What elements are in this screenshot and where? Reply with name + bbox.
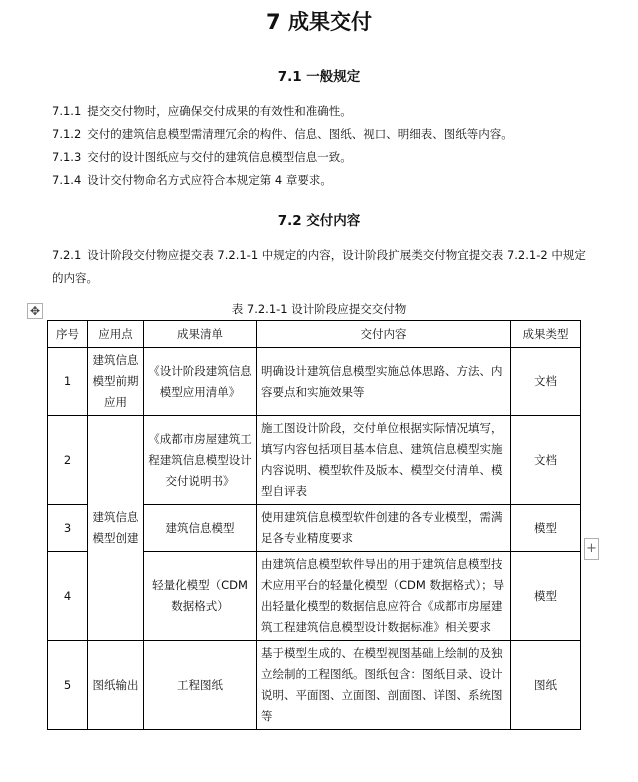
clause-7-1-2 <box>52 123 592 146</box>
deliverable-content: 使用建筑信息模型软件创建的各专业模型，需满足各专业精度要求 <box>257 505 511 552</box>
add-column-plus-icon[interactable]: + <box>584 538 599 560</box>
clause-7-1-4 <box>52 169 592 192</box>
deliverable-content: 施工图设计阶段，交付单位根据实际情况填写，填写内容包括项目基本信息、建筑信息模型实施内容说明、模型软件及版本、模型交付清单、模型自评表 <box>257 416 511 505</box>
table-row <box>48 641 581 730</box>
deliverable-name: 《成都市房屋建筑工程建筑信息模型设计交付说明书》 <box>144 416 257 505</box>
clause-number: 7.1.4 <box>52 173 82 187</box>
header-cell: 成果类型 <box>511 321 581 348</box>
clause-text: 设计阶段交付物应提交表 7.2.1-1 中规定的内容，设计阶段扩展类交付物宜提交表 7.2.1-2 中规定的内容。 <box>52 248 586 285</box>
header-cell: 序号 <box>48 321 88 348</box>
clause-7-1-3 <box>52 146 592 169</box>
header-cell: 应用点 <box>88 321 144 348</box>
table-move-handle-icon[interactable]: ✥ <box>27 303 43 319</box>
deliverable-type: 文档 <box>511 348 581 416</box>
application-point: 建筑信息模型前期应用 <box>88 348 144 416</box>
header-cell: 交付内容 <box>257 321 511 348</box>
clause-number: 7.2.1 <box>52 248 82 262</box>
clause-number: 7.1.1 <box>52 104 82 118</box>
clause-7-1-1 <box>52 100 592 123</box>
deliverable-type: 图纸 <box>511 641 581 730</box>
deliverable-type: 文档 <box>511 416 581 505</box>
deliverables-table <box>47 320 581 730</box>
header-cell: 成果清单 <box>144 321 257 348</box>
clause-number: 7.1.3 <box>52 150 82 164</box>
table-caption: 表 7.2.1-1 设计阶段应提交交付物 <box>231 302 407 316</box>
deliverable-content: 基于模型生成的、在模型视图基础上绘制的及独立绘制的工程图纸。图纸包含：图纸目录、设计说明、平面图、立面图、剖面图、详图、系统图等 <box>257 641 511 730</box>
clause-text: 提交交付物时，应确保交付成果的有效性和准确性。 <box>87 104 352 118</box>
deliverable-name: 轻量化模型（CDM 数据格式） <box>144 552 257 641</box>
deliverable-content: 明确设计建筑信息模型实施总体思路、方法、内容要点和实施效果等 <box>257 348 511 416</box>
row-number: 5 <box>48 641 88 730</box>
clause-text: 设计交付物命名方式应符合本规定第 4 章要求。 <box>87 173 332 187</box>
table-header-row <box>48 321 581 348</box>
row-number: 2 <box>48 416 88 505</box>
deliverable-name: 《设计阶段建筑信息模型应用清单》 <box>144 348 257 416</box>
deliverable-type: 模型 <box>511 505 581 552</box>
clause-number: 7.1.2 <box>52 127 82 141</box>
deliverable-name: 建筑信息模型 <box>144 505 257 552</box>
application-point: 图纸输出 <box>88 641 144 730</box>
section-title-7-1: 7.1 一般规定 <box>277 69 361 85</box>
row-number: 4 <box>48 552 88 641</box>
section-title-7-2: 7.2 交付内容 <box>277 213 361 229</box>
clause-7-2-1 <box>52 244 592 290</box>
deliverable-type: 模型 <box>511 552 581 641</box>
chapter-title: 7 成果交付 <box>266 10 372 34</box>
row-number: 1 <box>48 348 88 416</box>
deliverable-content: 由建筑信息模型软件导出的用于建筑信息模型技术应用平台的轻量化模型（CDM 数据格式）；导出轻量化模型的数据信息应符合《成都市房屋建筑工程建筑信息模型设计数据标准》相关要求 <box>257 552 511 641</box>
deliverable-name: 工程图纸 <box>144 641 257 730</box>
application-point: 建筑信息模型创建 <box>88 416 144 641</box>
clause-text: 交付的建筑信息模型需清理冗余的构件、信息、图纸、视口、明细表、图纸等内容。 <box>87 127 513 141</box>
row-number: 3 <box>48 505 88 552</box>
table-row <box>48 348 581 416</box>
table-row <box>48 416 581 505</box>
clause-text: 交付的设计图纸应与交付的建筑信息模型信息一致。 <box>87 150 352 164</box>
